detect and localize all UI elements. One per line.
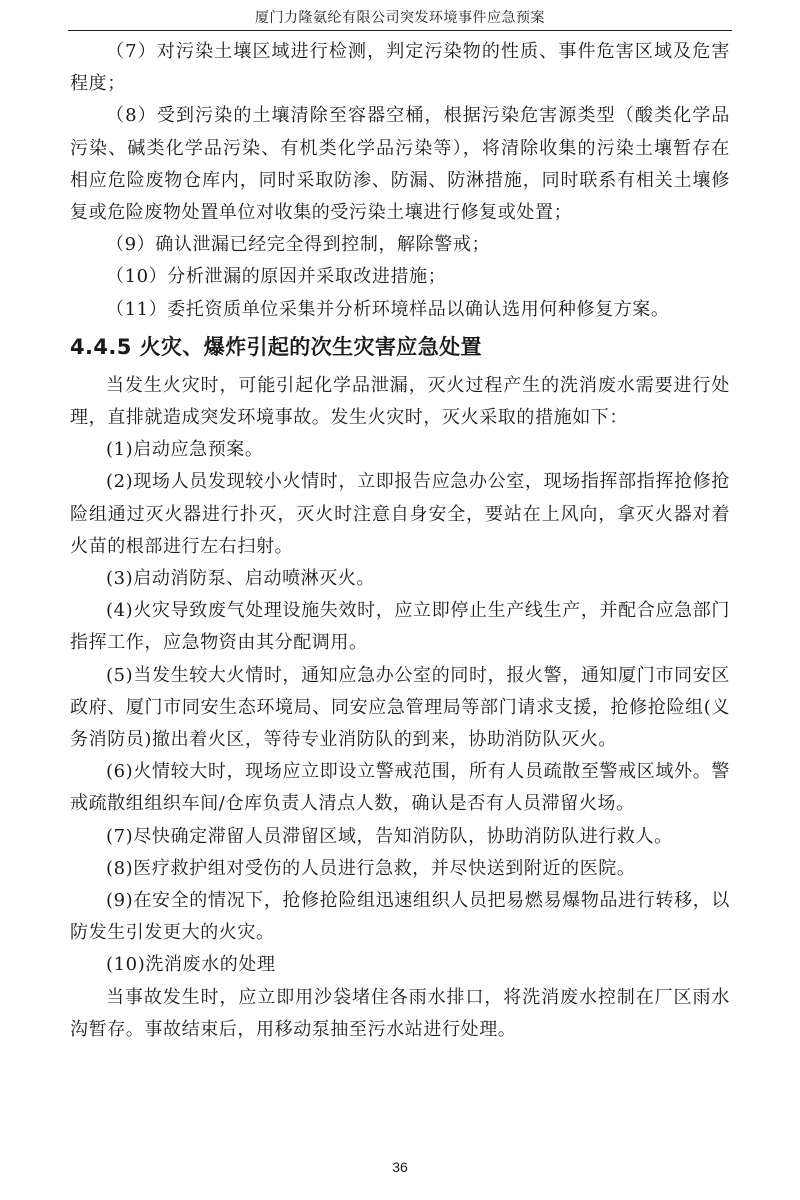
paragraph-item-8: （8）受到污染的土壤清除至容器空桶，根据污染危害源类型（酸类化学品污染、碱类化学品污染、有机类化学品污染等），将清除收集的污染土壤暂存在相应危险废物仓库内，同时采取防渗、防漏、防淋措施，同时联系有相关土壤修复或危险废物处置单位对收集的受污染土壤进行修复或处置；	[70, 105, 730, 224]
page-header: 厦门力隆氨纶有限公司突发环境事件应急预案	[68, 8, 732, 31]
section-heading: 4.4.5 火灾、爆炸引起的次生灾害应急处置	[70, 334, 482, 359]
paragraph-intro: 当发生火灾时，可能引起化学品泄漏，灭火过程产生的洗消废水需要进行处理，直排就造成突发环境事故。发生火灾时，灭火采取的措施如下：	[70, 374, 730, 429]
paragraph-item-10: （10）分析泄漏的原因并采取改进措施；	[106, 266, 447, 288]
measure-10-body: 当事故发生时，应立即用沙袋堵住各雨水排口，将洗消废水控制在厂区雨水沟暂存。事故结束后，用移动泵抽至污水站进行处理。	[70, 986, 730, 1040]
measure-4: (4)火灾导致废气处理设施失效时，应立即停止生产线生产，并配合应急部门指挥工作，应急物资由其分配调用。	[70, 600, 730, 654]
measure-3: (3)启动消防泵、启动喷淋灭火。	[106, 568, 376, 590]
measure-2: (2)现场人员发现较小火情时，立即报告应急办公室，现场指挥部指挥抢修抢险组通过灭火器进行扑灭，灭火时注意自身安全，要站在上风向，拿灭火器对着火苗的根部进行左右扫射。	[70, 471, 730, 557]
measure-6: (6)火情较大时，现场应立即设立警戒范围，所有人员疏散至警戒区域外。警戒疏散组组织车间/仓库负责人清点人数，确认是否有人员滞留火场。	[70, 761, 730, 815]
measure-9: (9)在安全的情况下，抢修抢险组迅速组织人员把易燃易爆物品进行转移，以防发生引发更大的火灾。	[70, 890, 730, 944]
paragraph-item-11: （11）委托资质单位采集并分析环境样品以确认选用何种修复方案。	[106, 298, 670, 320]
paragraph-item-9: （9）确认泄漏已经完全得到控制，解除警戒；	[106, 234, 491, 256]
measure-10-title: (10)洗消废水的处理	[106, 954, 276, 976]
page-number: 36	[392, 1159, 408, 1175]
measure-7: (7)尽快确定滞留人员滞留区域，告知消防队，协助消防队进行救人。	[106, 825, 673, 847]
measure-1: (1)启动应急预案。	[106, 439, 264, 461]
measure-8: (8)医疗救护组对受伤的人员进行急救，并尽快送到附近的医院。	[106, 857, 636, 879]
measure-5: (5)当发生较大火情时，通知应急办公室的同时，报火警，通知厦门市同安区政府、厦门市同安生态环境局、同安应急管理局等部门请求支援，抢修抢险组(义务消防员)撤出着火区，等待专业消防队的到来，协助消防队灭火。	[70, 664, 730, 751]
document-body	[70, 36, 730, 1046]
paragraph-item-7: （7）对污染土壤区域进行检测，判定污染物的性质、事件危害区域及危害程度；	[70, 41, 730, 95]
